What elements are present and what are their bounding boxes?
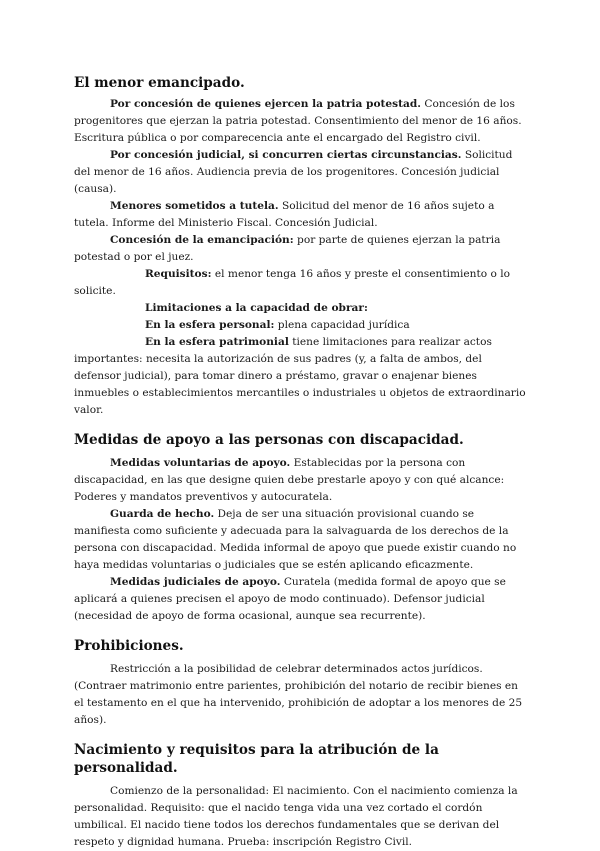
paragraph-text: Curatela (medida formal de apoyo que se aplicará a quienes precisen el apoyo de modo continuado). Defensor judicial (necesidad de apoyo de forma ocasional, aunque sea recurrente). bbox=[74, 576, 506, 622]
paragraph-prohibiciones: Restricción a la posibilidad de celebrar determinados actos jurídicos. (Contraer matrimonio entre parientes, prohibición del notario de recibir bienes en el testamento en el que ha intervenido, prohibición de adoptar a los menores de 25 años). bbox=[74, 663, 523, 726]
paragraph-medidas-judiciales bbox=[74, 574, 526, 625]
bold-label: Medidas voluntarias de apoyo. bbox=[110, 457, 291, 469]
bold-label: Por concesión judicial, si concurren ciertas circunstancias. bbox=[110, 149, 462, 161]
bold-label: Concesión de la emancipación: bbox=[110, 234, 294, 246]
paragraph-text: Solicitud del menor de 16 años sujeto a tutela. Informe del Ministerio Fiscal. Concesión Judicial. bbox=[74, 200, 495, 229]
document-page bbox=[74, 64, 526, 851]
paragraph-guarda-hecho bbox=[74, 506, 526, 574]
paragraph-requisitos bbox=[74, 266, 526, 300]
paragraph-text: plena capacidad jurídica bbox=[274, 319, 410, 331]
heading-nacimiento-personalidad: Nacimiento y requisitos para la atribución de la personalidad. bbox=[74, 742, 439, 776]
paragraph-concesion-emancipacion bbox=[74, 232, 526, 266]
paragraph-text: el menor tenga 16 años y preste el consentimiento o lo solicite. bbox=[74, 268, 511, 297]
bold-label: Limitaciones a la capacidad de obrar: bbox=[145, 302, 368, 314]
paragraph-esfera-personal bbox=[74, 317, 526, 334]
paragraph-nacimiento: Comienzo de la personalidad: El nacimiento. Con el nacimiento comienza la personalidad. Requisito: que el nacido tenga vida una vez cortado el cordón umbilical. El nacido tiene todos los derechos fundamentales que se derivan del respeto y dignidad humana. Prueba: inscripción Registro Civil. bbox=[74, 785, 518, 848]
heading-prohibiciones: Prohibiciones. bbox=[74, 638, 184, 654]
bold-label: En la esfera patrimonial bbox=[145, 336, 289, 348]
bold-label: Guarda de hecho. bbox=[110, 508, 215, 520]
paragraph-concesion-patria-potestad bbox=[74, 96, 526, 147]
paragraph-text: Solicitud del menor de 16 años. Audiencia previa de los progenitores. Concesión judicial (causa). bbox=[74, 149, 513, 195]
paragraph-menores-tutela bbox=[74, 198, 526, 232]
paragraph-text: por parte de quienes ejerzan la patria potestad o por el juez. bbox=[74, 234, 501, 263]
heading-menor-emancipado: El menor emancipado. bbox=[74, 75, 245, 91]
bold-label: Por concesión de quienes ejercen la patria potestad. bbox=[110, 98, 421, 110]
paragraph-medidas-voluntarias bbox=[74, 455, 526, 506]
paragraph-text: tiene limitaciones para realizar actos importantes: necesita la autorización de sus padres (y, a falta de ambos, del defensor judicial), para tomar dinero a préstamo, gravar o enajenar bienes inmuebles o establecimientos mercantiles o industriales u objetos de extraordinario valor. bbox=[74, 336, 526, 416]
paragraph-concesion-judicial bbox=[74, 147, 526, 198]
heading-medidas-apoyo: Medidas de apoyo a las personas con discapacidad. bbox=[74, 432, 464, 448]
bold-label: Medidas judiciales de apoyo. bbox=[110, 576, 281, 588]
paragraph-text: Establecidas por la persona con discapacidad, en las que designe quien debe prestarle apoyo y con qué alcance: Poderes y mandatos preventivos y autocuratela. bbox=[74, 457, 505, 503]
bold-label: Menores sometidos a tutela. bbox=[110, 200, 279, 212]
bold-label: En la esfera personal: bbox=[145, 319, 275, 331]
bold-label: Requisitos: bbox=[145, 268, 212, 280]
paragraph-limitaciones bbox=[74, 300, 526, 317]
paragraph-text: Concesión de los progenitores que ejerzan la patria potestad. Consentimiento del menor de 16 años. Escritura pública o por comparecencia ante el encargado del Registro civil. bbox=[74, 98, 522, 144]
paragraph-esfera-patrimonial bbox=[74, 334, 526, 419]
paragraph-text: Deja de ser una situación provisional cuando se manifiesta como suficiente y adecuada para la salvaguarda de los derechos de la persona con discapacidad. Medida informal de apoyo que puede existir cuando no haya medidas voluntarias o judiciales que se estén aplicando eficazmente. bbox=[74, 508, 517, 571]
